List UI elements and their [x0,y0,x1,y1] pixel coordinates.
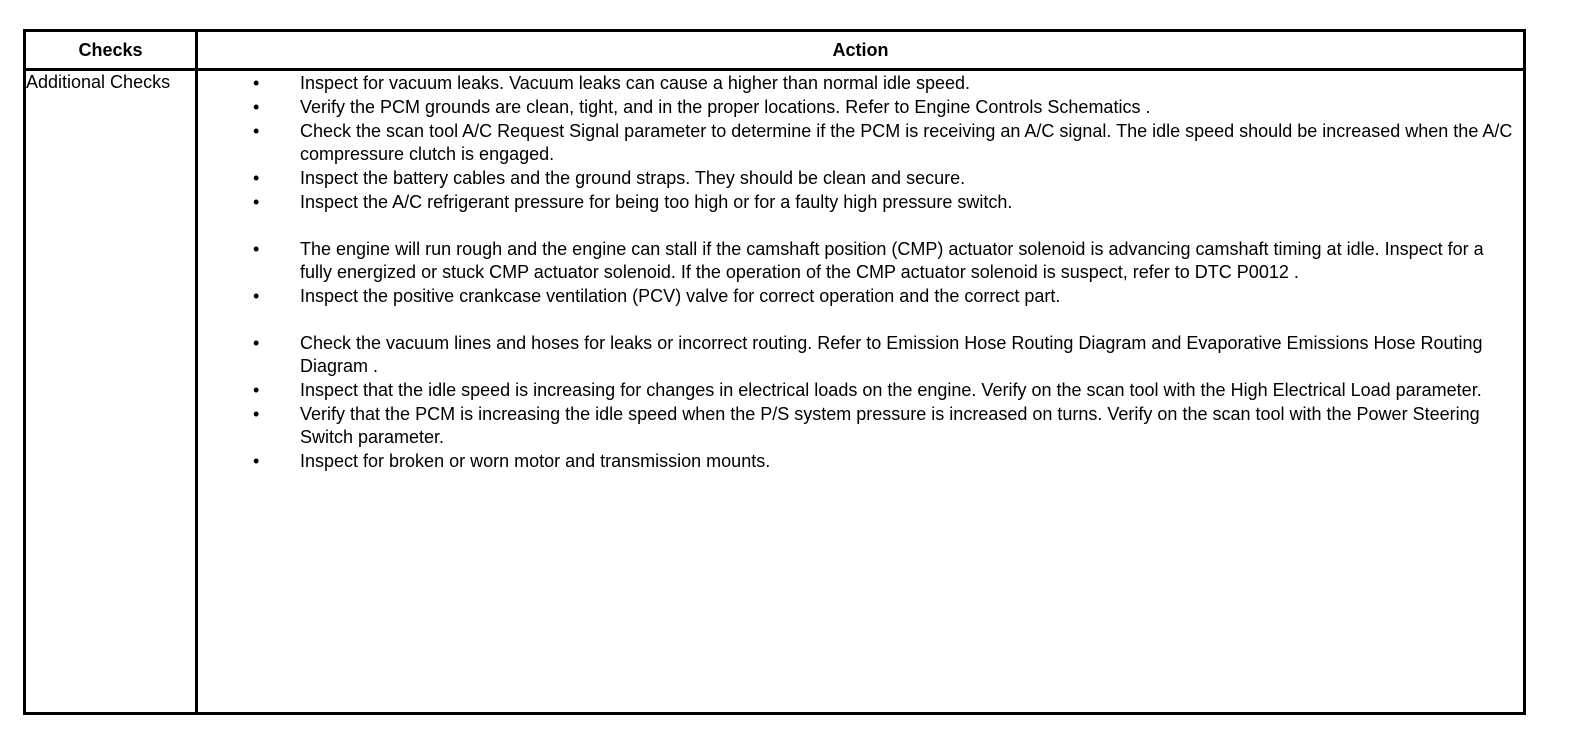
action-cell [197,70,1525,714]
bullet-icon: • [253,286,260,306]
action-list [198,72,1523,473]
bullet-icon: • [253,97,260,117]
bullet-icon: • [253,380,260,400]
list-item [198,167,1523,190]
list-item-text: Inspect the positive crankcase ventilation (PCV) valve for correct operation and the correct part. [300,286,1061,306]
list-item [198,96,1523,119]
list-item-text: Inspect the A/C refrigerant pressure for being too high or for a faulty high pressure switch. [300,192,1013,212]
checks-cell: Additional Checks [25,70,197,714]
list-item [198,238,1523,284]
list-item [198,191,1523,214]
list-item [198,450,1523,473]
bullet-icon: • [253,73,260,93]
list-item-text: Verify the PCM grounds are clean, tight, and in the proper locations. Refer to Engine Controls Schematics . [300,97,1151,117]
header-checks: Checks [25,31,197,70]
list-item-text: Inspect for broken or worn motor and transmission mounts. [300,451,771,471]
list-item-text: Check the scan tool A/C Request Signal parameter to determine if the PCM is receiving an A/C signal. The idle speed should be increased when the A/C compressure clutch is engaged. [300,121,1513,164]
list-item [198,379,1523,402]
bullet-icon: • [253,451,260,471]
bullet-icon: • [253,404,260,424]
bullet-icon: • [253,168,260,188]
bullet-icon: • [253,239,260,259]
list-item-text: Inspect the battery cables and the ground straps. They should be clean and secure. [300,168,966,188]
bullet-icon: • [253,121,260,141]
list-item [198,403,1523,449]
list-item [198,72,1523,95]
list-item-text: Inspect for vacuum leaks. Vacuum leaks can cause a higher than normal idle speed. [300,73,971,93]
header-action: Action [197,31,1525,70]
table-header-row [25,31,1525,70]
list-item [198,285,1523,308]
list-item-text: The engine will run rough and the engine can stall if the camshaft position (CMP) actuator solenoid is advancing camshaft timing at idle. Inspect for a fully energized or stuck CMP actuator solenoid. If the operation of the CMP actuator solenoid is suspect, refer to DTC P0012 . [300,239,1484,282]
list-item-text: Verify that the PCM is increasing the idle speed when the P/S system pressure is increased on turns. Verify on the scan tool with the Power Steering Switch parameter. [300,404,1480,447]
bullet-icon: • [253,192,260,212]
list-item [198,332,1523,378]
list-item-text: Inspect that the idle speed is increasing for changes in electrical loads on the engine. Verify on the scan tool with the High Electrical Load parameter. [300,380,1482,400]
list-item [198,120,1523,166]
bullet-icon: • [253,333,260,353]
table-row [25,70,1525,714]
list-item-text: Check the vacuum lines and hoses for leaks or incorrect routing. Refer to Emission Hose Routing Diagram and Evaporative Emissions Hose Routing Diagram . [300,333,1483,376]
diagnostic-checks-table [23,29,1526,715]
